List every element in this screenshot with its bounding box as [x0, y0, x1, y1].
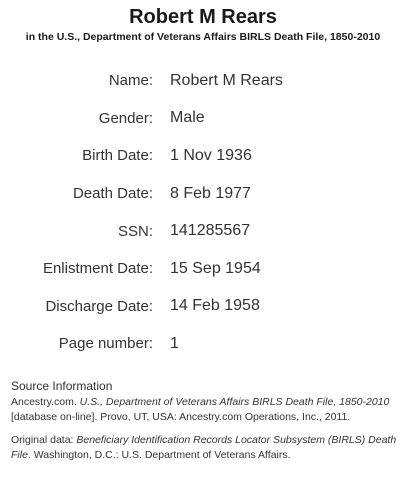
field-label: Discharge Date: [45, 297, 153, 315]
record-row-death-date [0, 175, 406, 213]
field-value: 14 Feb 1958 [170, 297, 260, 315]
record-row-enlistment-date [0, 250, 406, 288]
field-label: Birth Date: [82, 147, 153, 165]
source-information [11, 378, 401, 463]
page-title: Robert M Rears [129, 6, 277, 28]
field-value: Male [170, 109, 205, 127]
field-value: 1 Nov 1936 [170, 146, 252, 164]
field-value: 141285567 [170, 222, 251, 240]
field-label: Death Date: [72, 185, 153, 203]
citation-details: [database on-line]. Provo, UT, USA: Ancestry.com Operations, Inc., 2011. [11, 411, 351, 423]
field-label: Gender: [98, 109, 153, 127]
record-row-gender [0, 100, 406, 138]
field-value: 15 Sep 1954 [170, 259, 261, 277]
source-heading: Source Information [11, 379, 113, 393]
source-citation [11, 395, 401, 425]
record-row-name [0, 62, 406, 100]
record-row-discharge-date [0, 288, 406, 326]
record-row-page-number [0, 325, 406, 363]
field-label: Page number: [58, 335, 153, 353]
collection-subtitle: in the U.S., Department of Veterans Affairs BIRLS Death File, 1850-2010 [25, 31, 381, 43]
field-value: 8 Feb 1977 [170, 184, 251, 202]
original-data-citation [11, 433, 401, 463]
record-row-birth-date [0, 137, 406, 175]
original-data-details: . Washington, D.C.: U.S. Department of Veterans Affairs. [27, 449, 291, 461]
record-row-ssn [0, 212, 406, 250]
field-label: Enlistment Date: [42, 260, 153, 278]
original-data-prefix: Original data: [11, 434, 77, 446]
field-value: Robert M Rears [170, 71, 283, 89]
citation-publisher: Ancestry.com. [11, 396, 80, 408]
citation-title: U.S., Department of Veterans Affairs BIRLS Death File, 1850-2010 [79, 396, 390, 408]
original-data-title: Beneficiary Identification Records Locator Subsystem (BIRLS) Death File [11, 434, 397, 461]
field-label: Name: [108, 72, 153, 90]
record-details [0, 62, 406, 363]
record-header [0, 6, 406, 44]
field-value: 1 [170, 334, 179, 352]
field-label: SSN: [117, 222, 153, 240]
